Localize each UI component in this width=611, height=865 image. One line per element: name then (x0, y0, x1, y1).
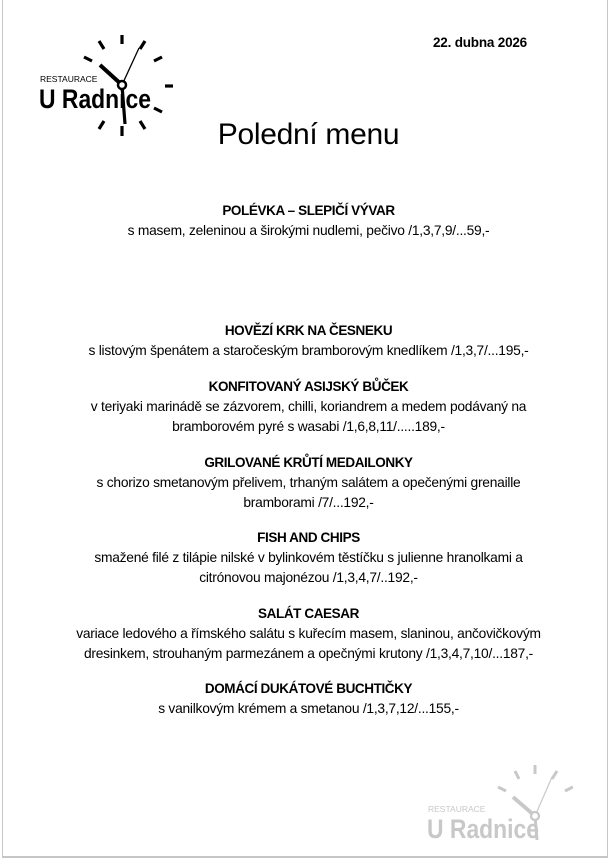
page-title: Polední menu (217, 118, 400, 151)
dish-description: s listovým špenátem a staročeským bramborovým knedlíkem /1,3,7/...195,- (88, 343, 529, 358)
dish-description: s vanilkovým krémem a smetanou /1,3,7,12/...155,- (158, 701, 459, 716)
logo-big-text: U Radnice (39, 84, 151, 114)
dish-description: variace ledového a římského salátu s kuřecím masem, slaninou, ančovičkovým (76, 626, 541, 641)
clock-icon (423, 760, 573, 860)
dish-description: v teriyaki marinádě se zázvorem, chilli, koriandrem a medem podávaný na (90, 399, 527, 414)
dish-name: GRILOVANÉ KRŮTÍ MEDAILONKY (204, 455, 413, 470)
menu-item-caesar-salad (3, 604, 611, 664)
dish-description: dresinkem, strouhaným parmezánem a opečnými krutony /1,3,4,7,10/...187,- (83, 646, 534, 661)
menu-item-pork-belly (3, 377, 611, 437)
menu-item-soup (3, 201, 611, 241)
menu-item-buchticky (3, 679, 611, 719)
menu-date: 22. dubna 2026 (433, 35, 527, 50)
dish-name: FISH AND CHIPS (257, 530, 360, 545)
dish-name: POLÉVKA – SLEPIČÍ VÝVAR (222, 203, 395, 218)
menu-item-turkey (3, 453, 611, 513)
dish-description: s masem, zeleninou a širokými nudlemi, pečivo /1,3,7,9/...59,- (127, 223, 490, 238)
dish-description: s chorizo smetanovým přelivem, trhaným salátem a opečenými grenaille (96, 475, 521, 490)
menu-page (2, 0, 608, 858)
dish-description: bramborami /7/...192,- (243, 495, 374, 510)
dish-name: KONFITOVANÝ ASIJSKÝ BŮČEK (208, 379, 409, 394)
restaurant-logo-watermark (423, 760, 573, 860)
logo-small-text: RESTAURACE (40, 74, 98, 84)
logo-small-text: RESTAURACE (428, 804, 486, 814)
menu-item-beef (3, 321, 611, 361)
dish-description: smažené filé z tilápie nilské v bylinkovém těstíčku s julienne hranolkami a (94, 550, 523, 565)
menu-item-fish-and-chips (3, 528, 611, 588)
dish-name: DOMÁCÍ DUKÁTOVÉ BUCHTIČKY (204, 681, 413, 696)
dish-description: citrónovou majonézou /1,3,4,7/..192,- (199, 570, 418, 585)
logo-big-text: U Radnice (427, 814, 539, 844)
dish-description: bramborovém pyré s wasabi /1,6,8,11/.....189,- (172, 419, 445, 434)
dish-name: HOVĚZÍ KRK NA ČESNEKU (224, 323, 393, 338)
dish-name: SALÁT CAESAR (258, 606, 359, 621)
